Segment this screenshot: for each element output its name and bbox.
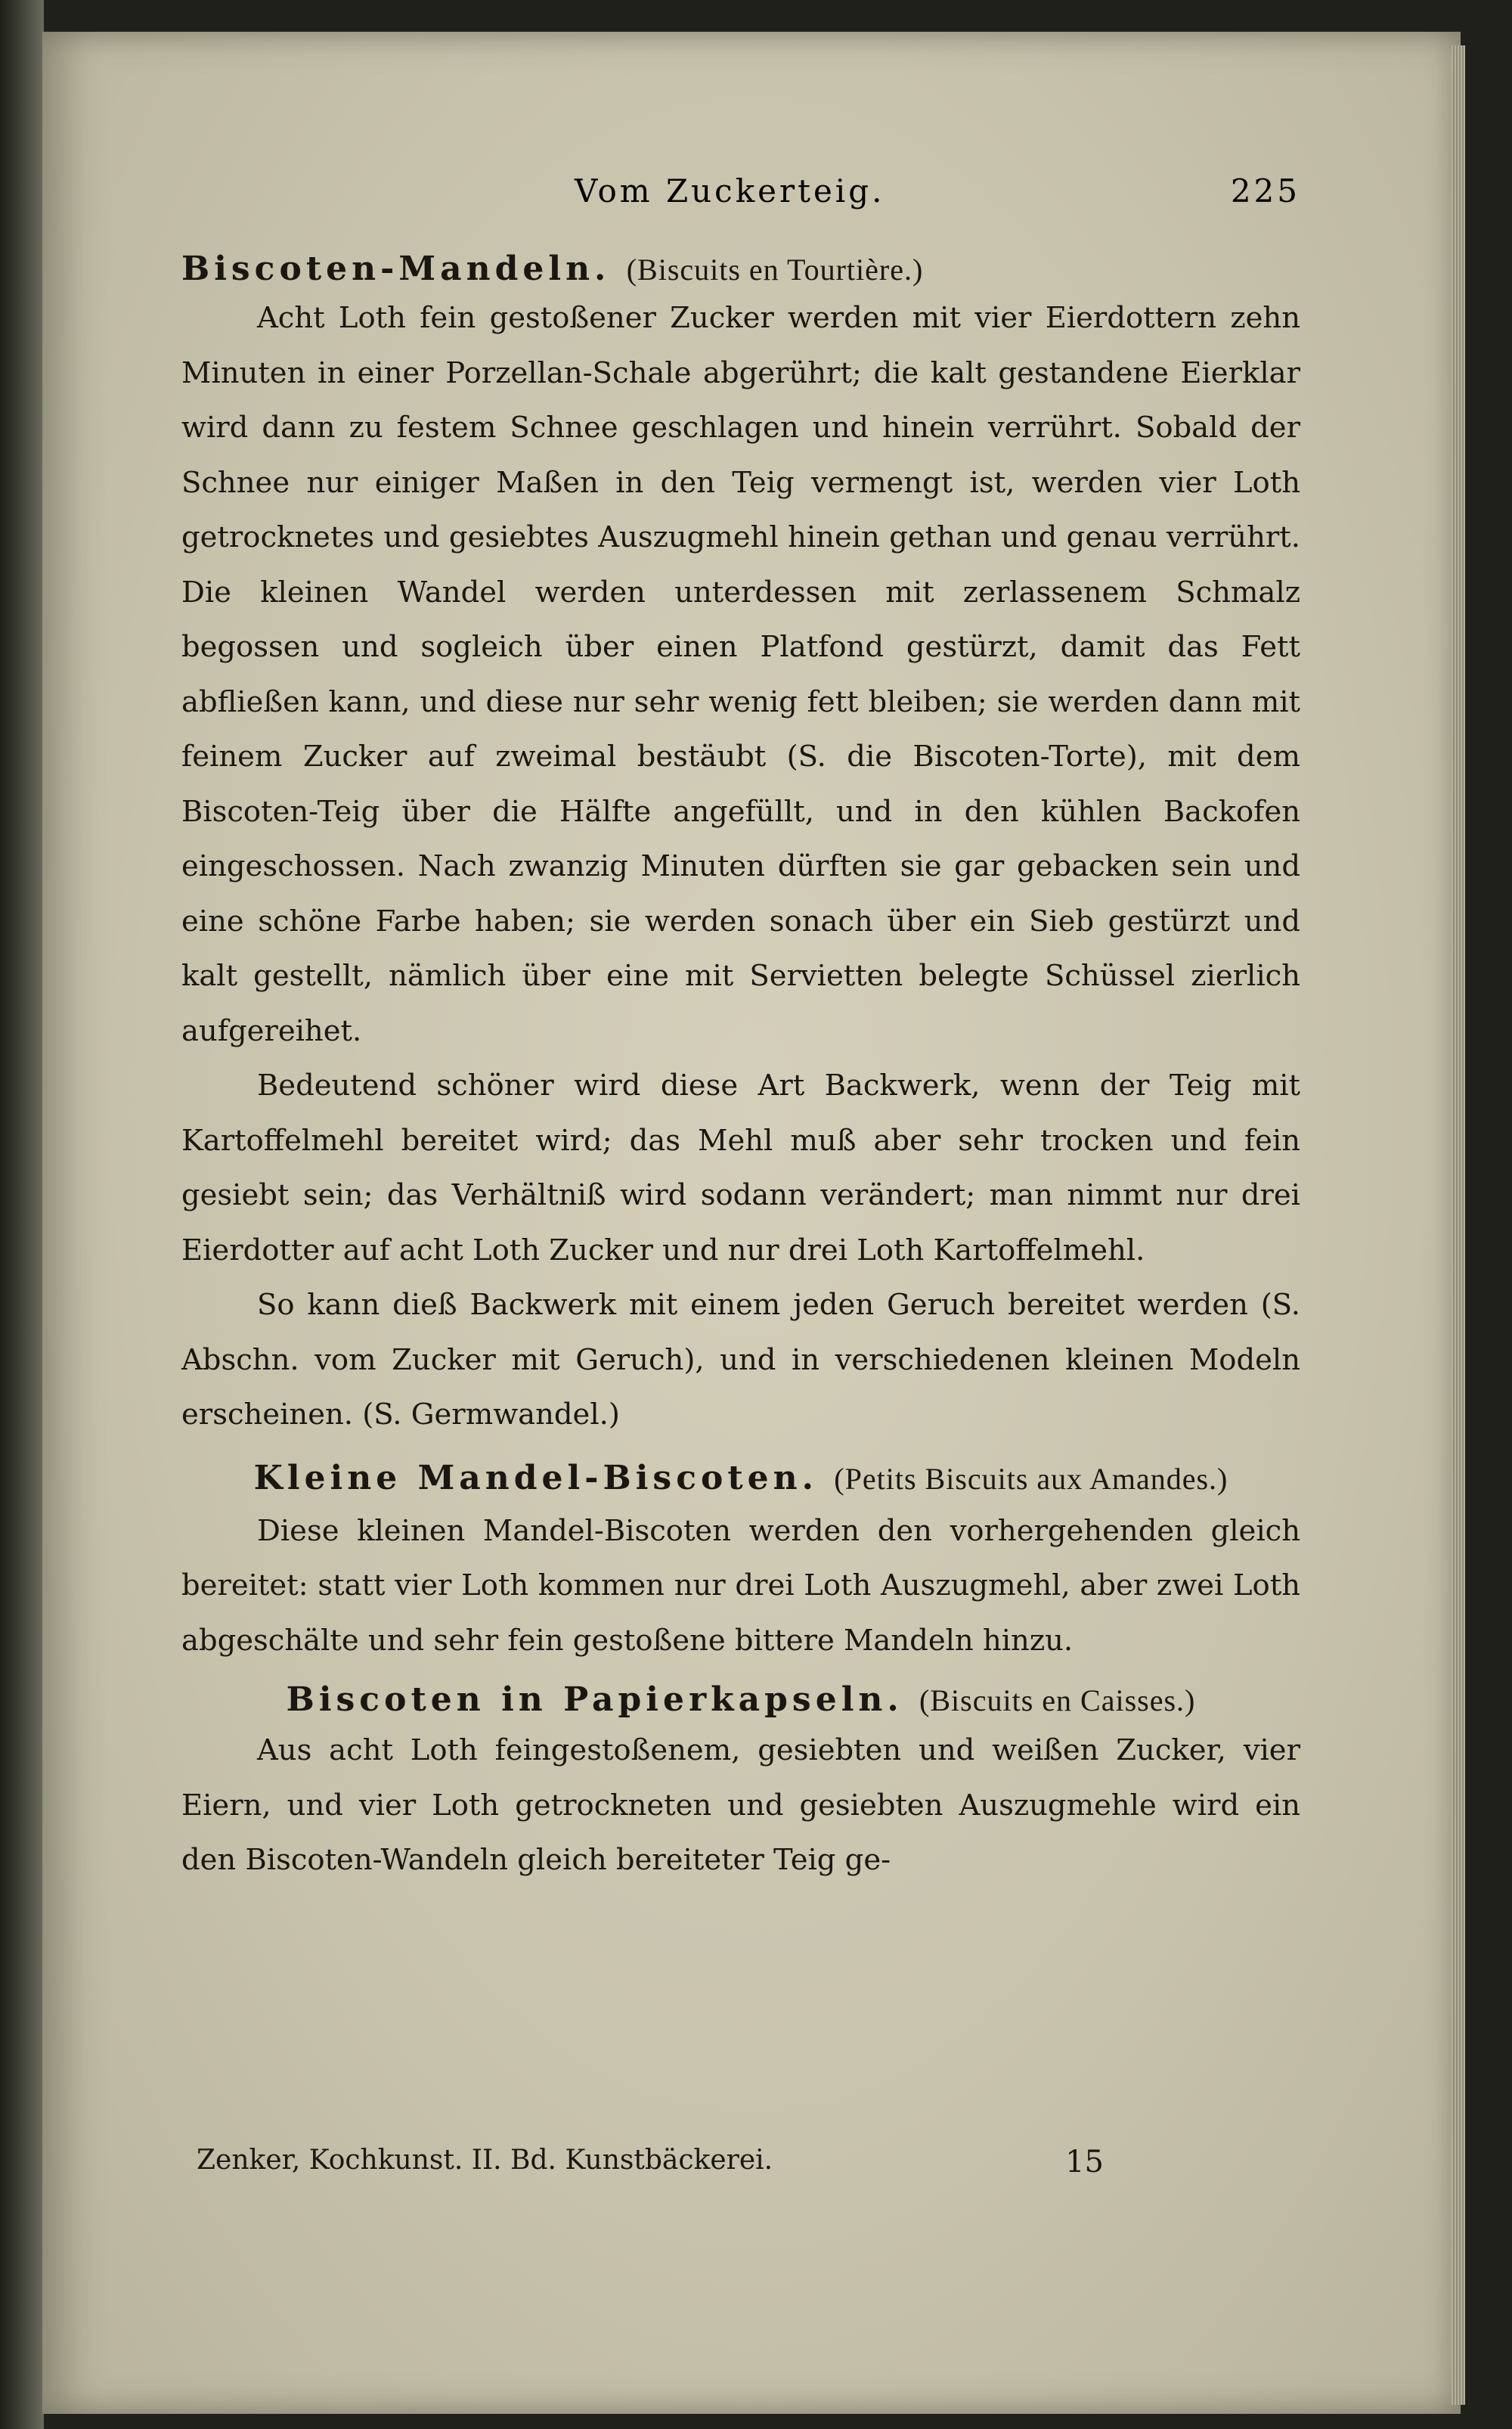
recipe-subtitle: (Biscuits en Caisses.): [919, 1683, 1196, 1717]
signature-line: [197, 2145, 1104, 2179]
recipe-title: Biscoten-Mandeln.: [181, 250, 611, 288]
running-title: Vom Zuckerteig.: [575, 172, 885, 209]
paragraph: Aus acht Loth feingestoßenem, gesiebten und weißen Zucker, vier Eiern, und vier Loth getrockneten und gesiebten Auszugmehle wird ein den Biscoten-Wandeln gleich bereiteter Teig ge-: [181, 1733, 1300, 1877]
running-head: [181, 172, 1300, 218]
recipe-section: [181, 250, 1300, 1443]
recipe-title: Kleine Mandel-Biscoten.: [253, 1458, 818, 1497]
paragraph: So kann dieß Backwerk mit einem jeden Geruch bereitet werden (S. Abschn. vom Zucker mit Geruch), und in verschiedenen kleinen Modeln erscheinen. (S. Germwandel.): [181, 1288, 1300, 1432]
signature-mark: 15: [1065, 2145, 1104, 2179]
recipe-title: Biscoten in Papierkapseln.: [286, 1680, 903, 1719]
paragraph: Diese kleinen Mandel-Biscoten werden den vorhergehenden gleich bereitet: statt vier Loth kommen nur drei Loth Auszugmehl, aber zwei Loth abgeschälte und sehr fein gestoßene bittere Mandeln hinzu.: [181, 1513, 1300, 1658]
footer-text: Zenker, Kochkunst. II. Bd. Kunstbäckerei.: [197, 2145, 773, 2176]
recipe-subtitle: (Petits Biscuits aux Amandes.): [834, 1461, 1228, 1496]
recipe-section: [181, 1680, 1300, 1888]
recipe-heading: [181, 1680, 1300, 1719]
paragraph: Bedeutend schöner wird diese Art Backwerk, wenn der Teig mit Kartoffelmehl bereitet wird; das Mehl muß aber sehr trocken und fein gesiebt sein; das Verhältniß wird sodann verändert; man nimmt nur drei Eierdotter auf acht Loth Zucker und nur drei Loth Kartoffelmehl.: [181, 1069, 1300, 1267]
adjacent-page-edge: [0, 0, 44, 2429]
page-number: 225: [1230, 172, 1300, 209]
paragraph: Acht Loth fein gestoßener Zucker werden mit vier Eierdottern zehn Minuten in einer Porzellan-Schale abgerührt; die kalt gestandene Eierklar wird dann zu festem Schnee geschlagen und hinein verrührt. Sobald der Schnee nur einiger Maßen in den Teig vermengt ist, werden vier Loth getrocknetes und gesiebtes Auszugmehl hinein gethan und genau verrührt. Die kleinen Wandel werden unterdessen mit zerlassenem Schmalz begossen und sogleich über einen Platfond gestürzt, damit das Fett abfließen kann, und diese nur sehr wenig fett bleiben; sie werden dann mit feinem Zucker auf zweimal bestäubt (S. die Biscoten-Torte), mit dem Biscoten-Teig über die Hälfte angefüllt, und in den kühlen Backofen eingeschossen. Nach zwanzig Minuten dürften sie gar gebacken sein und eine schöne Farbe haben; sie werden sonach über ein Sieb gestürzt und kalt gestellt, nämlich über eine mit Servietten belegte Schüssel zierlich aufgereihet.: [181, 301, 1300, 1048]
page-body: [181, 250, 1300, 1888]
page-stack-edge: [1452, 45, 1465, 2405]
recipe-subtitle: (Biscuits en Tourtière.): [626, 253, 924, 287]
recipe-section: [181, 1453, 1300, 1669]
recipe-heading: [181, 250, 1300, 288]
recipe-heading: [181, 1453, 1300, 1504]
